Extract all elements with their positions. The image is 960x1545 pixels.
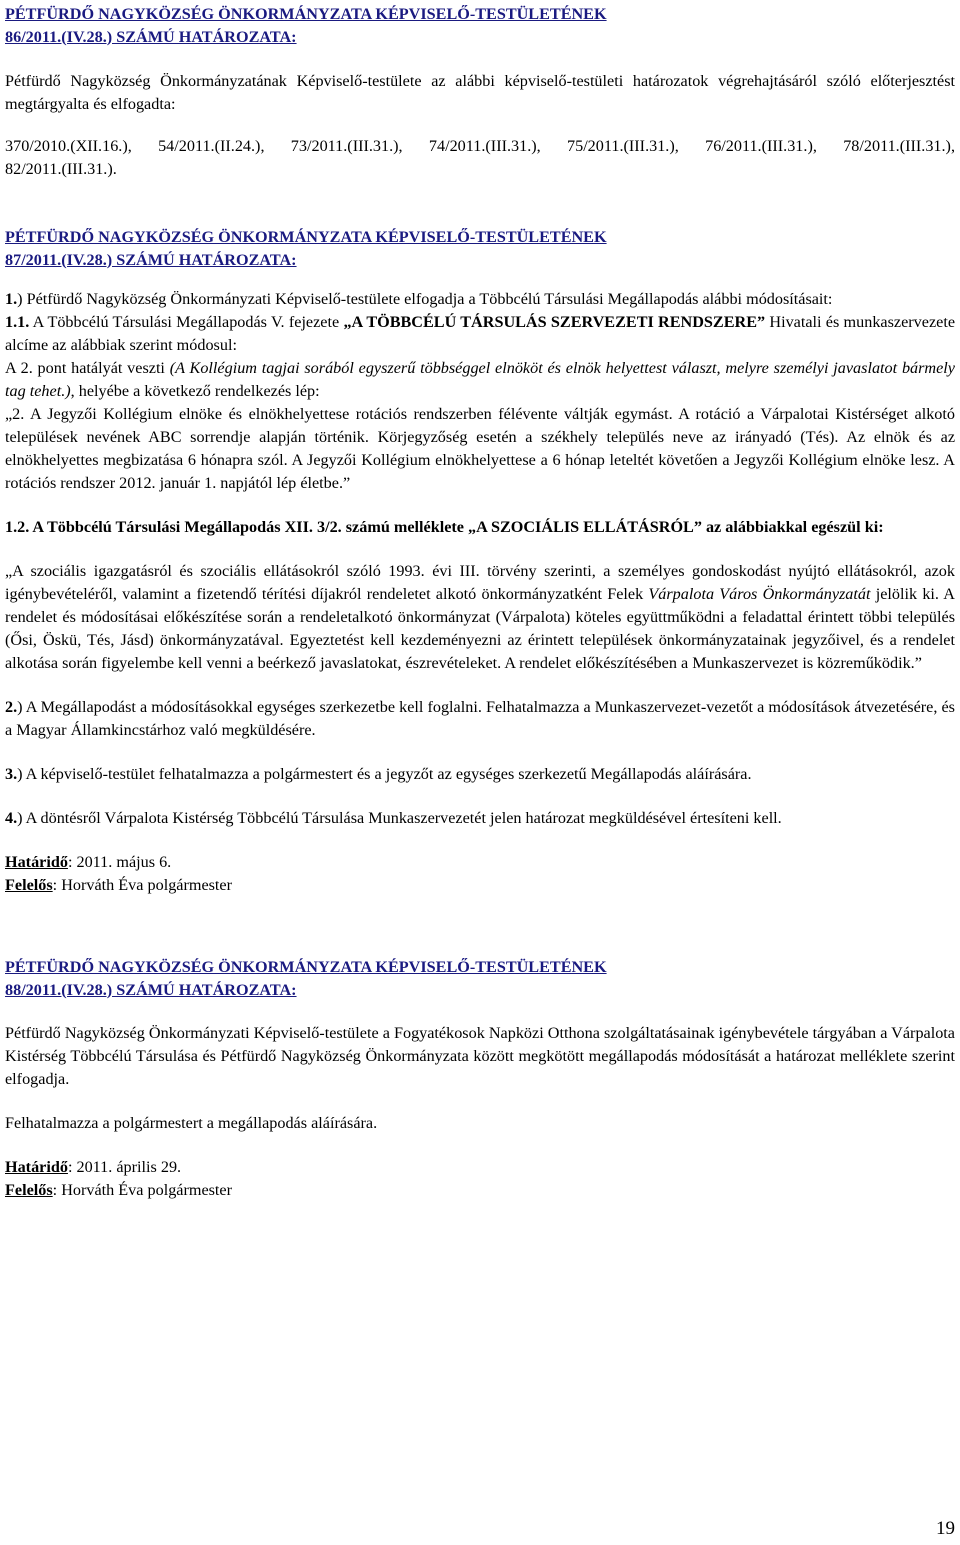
resolution-86-heading-line1: PÉTFÜRDŐ NAGYKÖZSÉG ÖNKORMÁNYZATA KÉPVISELŐ-TESTÜLETÉNEK [5, 5, 607, 23]
resolution-88-authorization: Felhatalmazza a polgármestert a megállapodás aláírására. [5, 1114, 378, 1132]
point-number: 4. [5, 809, 18, 827]
point-number: 2. [5, 698, 18, 716]
document-body [5, 0, 955, 1202]
resolution-86-heading-line2: 86/2011.(IV.28.) SZÁMÚ HATÁROZATA: [5, 27, 297, 46]
resolution-87-responsible: Felelős: Horváth Éva polgármester [5, 876, 233, 894]
point-number: 1.1. [5, 313, 30, 331]
point-number: 3. [5, 765, 18, 783]
resolution-88-responsible: Felelős: Horváth Éva polgármester [5, 1181, 233, 1199]
resolution-87-point-1: 1.) Pétfürdő Nagyközség Önkormányzati Képviselő-testülete elfogadja a Többcélú Társulási Megállapodás alábbi módosításait: [5, 290, 833, 308]
resolution-88-body: Pétfürdő Nagyközség Önkormányzati Képviselő-testülete a Fogyatékosok Napközi Otthona szolgáltatásainak igénybevétele tárgyában a Várpalota Kistérség Többcélú Társulása és Pétfürdő Nagyközség Önkormányzata között megkötött megállapodás módosítását a határozat melléklete szerint elfogadja. [5, 1024, 955, 1088]
page-number: 19 [936, 1518, 955, 1539]
resolution-87-point-3: 3.) A képviselő-testület felhatalmazza a polgármestert és a jegyzőt az egységes szerkezetű Megállapodás aláírására. [5, 765, 752, 783]
resolution-88-heading-line2: 88/2011.(IV.28.) SZÁMÚ HATÁROZATA: [5, 980, 297, 999]
resolution-88-deadline: Határidő: 2011. április 29. [5, 1158, 182, 1176]
resolution-87-quote: „2. A Jegyzői Kollégium elnöke és elnökhelyettese rotációs rendszerben félévente váltják egymást. A rotáció a Várpalotai Kistérséget alkotó települések nevének ABC sorrendje alapján történik. Körjegyzőség esetén a székhely település neve az irányadó (Tés). Az elnök és az elnökhelyettes megbizatása 6 hónapra szól. A Jegyzői Kollégium elnökhelyettese a 6 hónap leteltét követően a Jegyzői Kollégium elnöke lesz. A rotációs rendszer 2012. január 1. napjától lép életbe.” [5, 405, 955, 492]
resolution-86-list: 370/2010.(XII.16.), 54/2011.(II.24.), 73/2011.(III.31.), 74/2011.(III.31.), 75/2011.(III.31.), 76/2011.(III.31.), 78/2011.(III.31.), 82/2011.(III.31.). [5, 137, 955, 178]
resolution-87-point-1-1: 1.1. A Többcélú Társulási Megállapodás V. fejezete „A TÖBBCÉLÚ TÁRSULÁS SZERVEZETI RENDSZERE” Hivatali és munkaszervezete alcíme az alábbiak szerint módosul: A 2. pont hatályát veszti (A Kollégium tagjai sorából egyszerű többséggel elnököt és elnök helyettest választ, melyre személyi javaslatot bármely tag tehet.), helyébe a következő rendelkezés lép: [5, 313, 956, 400]
resolution-87-point-1-2-body: „A szociális igazgatásról és szociális ellátásokról szóló 1993. évi III. törvény szerinti, a személyes gondoskodást nyújtó ellátásokról, azok igénybevételéről, valamint a fizetendő térítési díjakról rendeletet alkotó önkormányzatként Felek Várpalota Város Önkormányzatát jelölik ki. A rendelet és módosításai előkészítése során a rendeletalkotó önkormányzat (Várpalota) köteles együttműködni a feladattal érintett többi település (Ősi, Öskü, Tés, Jásd) önkormányzatával. Egyeztetést kell kezdeményezni az érintett települések önkormányzatainak jegyzőivel, és a rendelet alkotása során figyelembe kell venni a beérkező javaslatokat, észrevételeket. A rendelet előkészítésében a Munkaszervezet is közreműködik.” [5, 562, 955, 672]
resolution-87-point-1-2-heading: 1.2. A Többcélú Társulási Megállapodás XII. 3/2. számú melléklete „A SZOCIÁLIS ELLÁTÁSRÓL” az alábbiakkal egészül ki: [5, 518, 884, 536]
resolution-87-point-4: 4.) A döntésről Várpalota Kistérség Többcélú Társulása Munkaszervezetét jelen határozat megküldésével értesíteni kell. [5, 809, 782, 827]
resolution-87-heading-line1: PÉTFÜRDŐ NAGYKÖZSÉG ÖNKORMÁNYZATA KÉPVISELŐ-TESTÜLETÉNEK [5, 228, 607, 246]
resolution-86-intro: Pétfürdő Nagyközség Önkormányzatának Képviselő-testülete az alábbi képviselő-testületi határozatok végrehajtásáról szóló előterjesztést megtárgyalta és elfogadta: [5, 72, 955, 113]
resolution-87-heading-line2: 87/2011.(IV.28.) SZÁMÚ HATÁROZATA: [5, 250, 297, 269]
point-number: 1. [5, 290, 18, 308]
resolution-88-heading-line1: PÉTFÜRDŐ NAGYKÖZSÉG ÖNKORMÁNYZATA KÉPVISELŐ-TESTÜLETÉNEK [5, 958, 607, 976]
resolution-87-point-2: 2.) A Megállapodást a módosításokkal egységes szerkezetbe kell foglalni. Felhatalmazza a Munkaszervezet-vezetőt a módosítások átvezetésére, és a Magyar Államkincstárhoz való megküldésére. [5, 698, 955, 739]
resolution-87-deadline: Határidő: 2011. május 6. [5, 853, 172, 871]
